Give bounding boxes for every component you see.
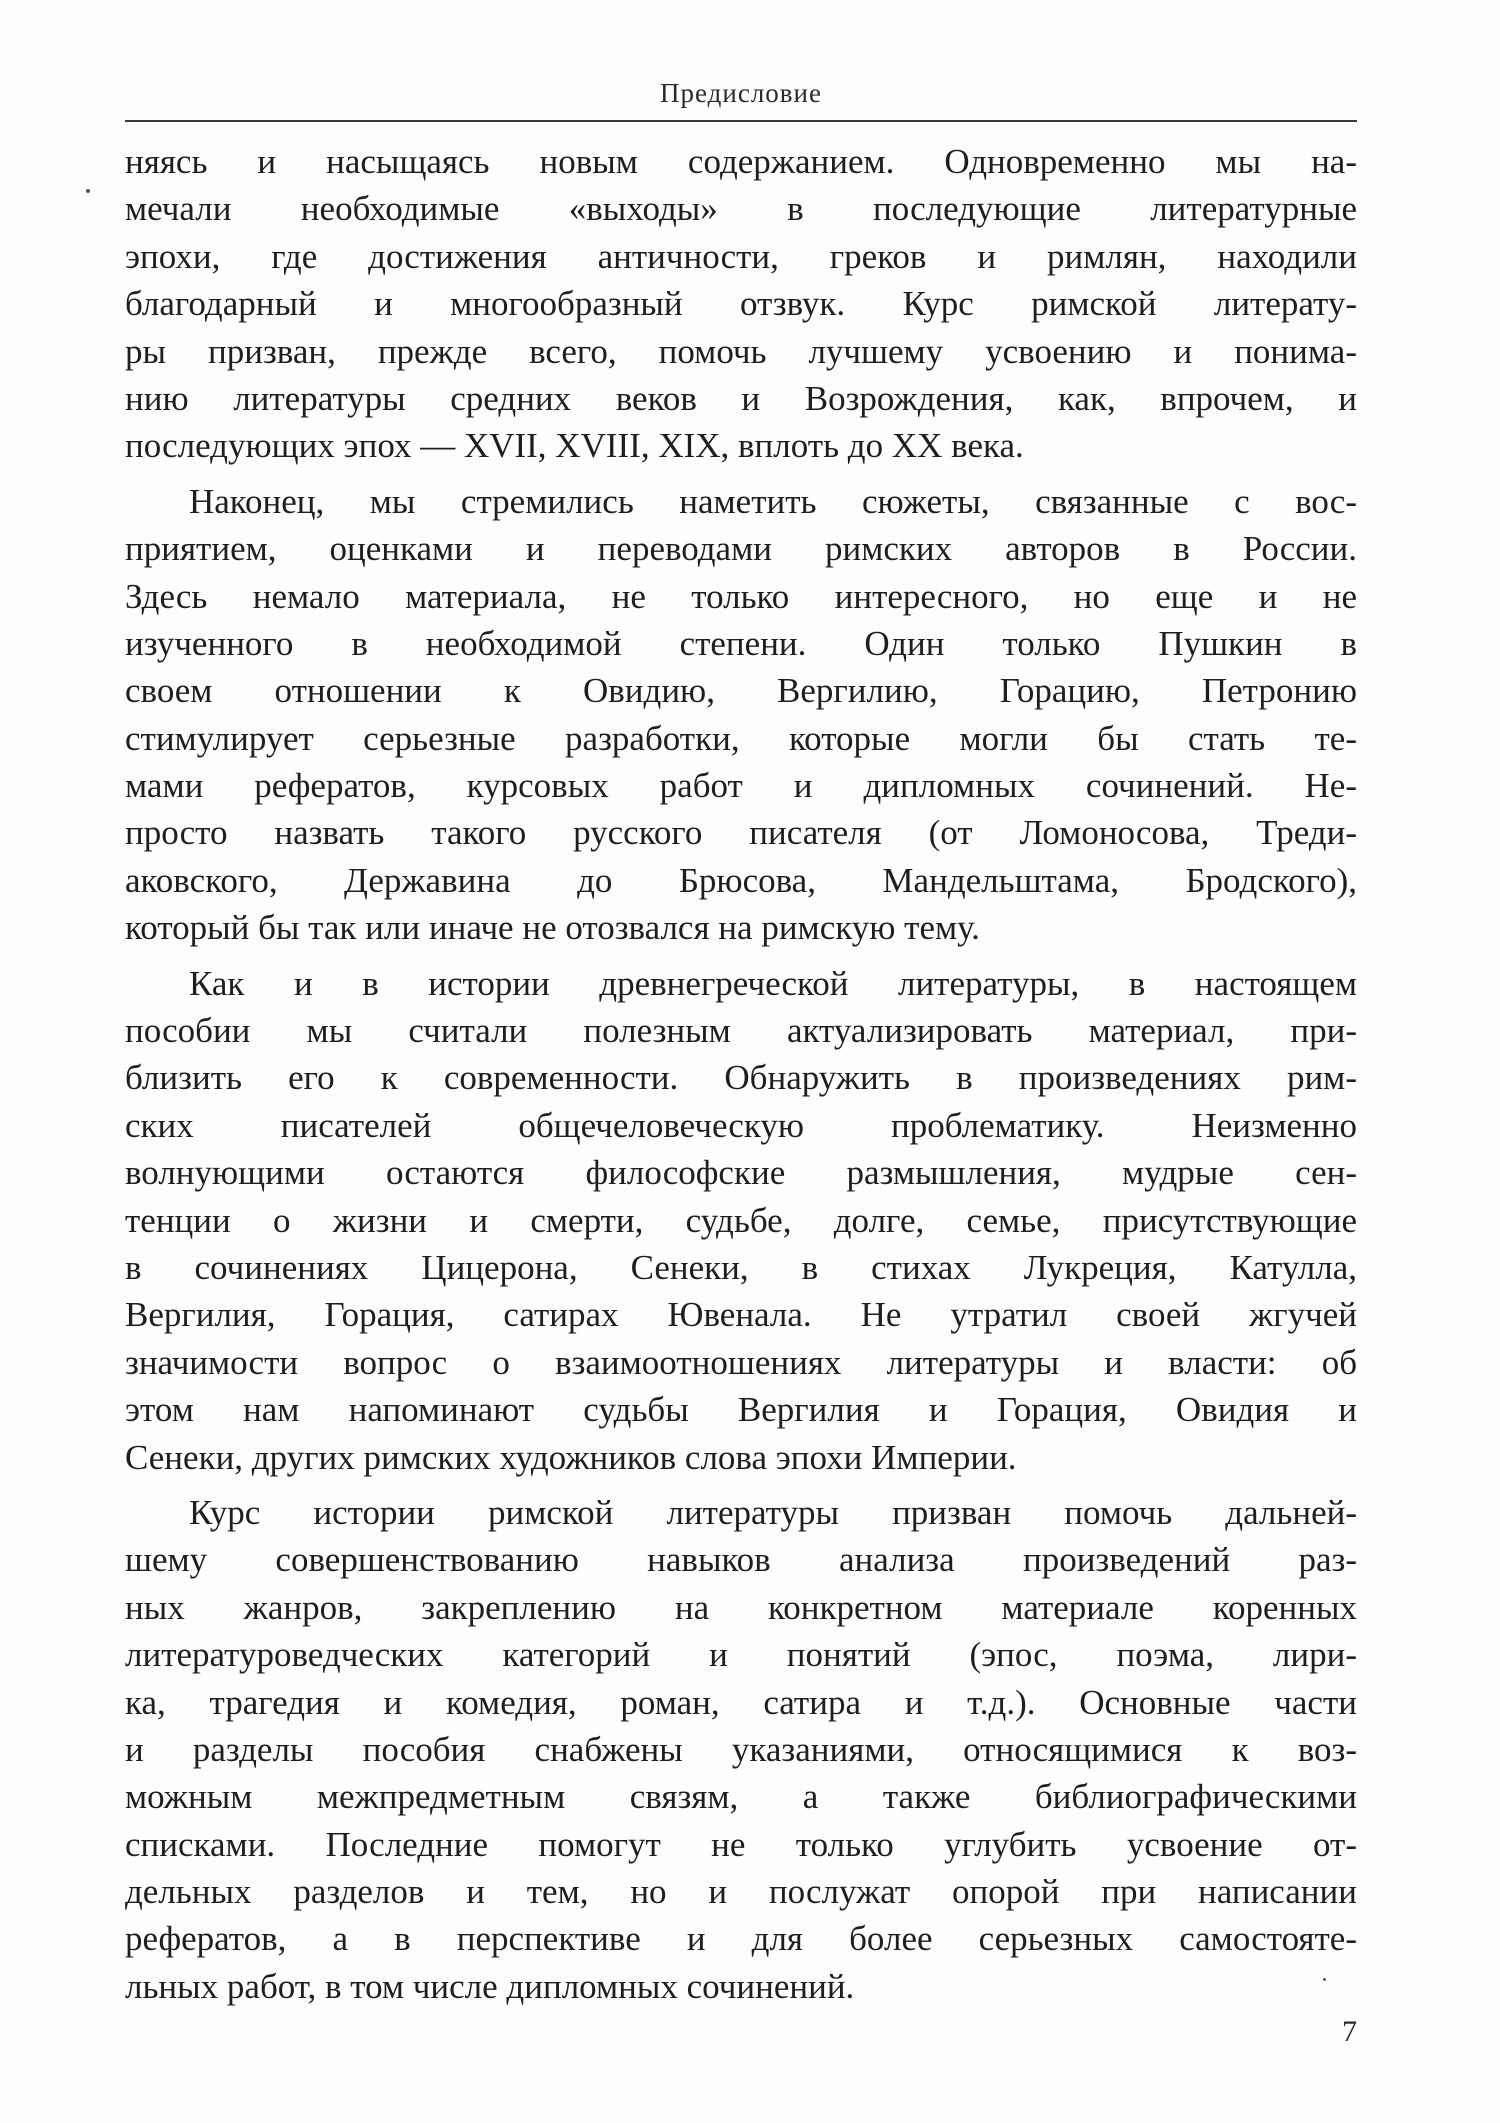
text-line: рефератов, а в перспективе и для более серьезных самостояте- [125,1919,1357,1959]
text-line: близить его к современности. Обнаружить в произведениях рим- [125,1058,1357,1098]
paragraph-2 [125,478,1357,952]
text-line: Курс истории римской литературы призван помочь дальней- [189,1492,1357,1532]
paragraph-1 [125,138,1357,470]
text-line: шему совершенствованию навыков анализа произведений раз- [125,1540,1357,1580]
text-line: мами рефератов, курсовых работ и дипломных сочинений. Не- [125,766,1357,806]
paragraph-3 [125,960,1357,1481]
text-line: благодарный и многообразный отзвук. Курс римской литерату- [125,284,1357,324]
text-line: литературоведческих категорий и понятий (эпос, поэма, лири- [125,1635,1357,1675]
text-line: Как и в истории древнегреческой литературы, в настоящем [189,963,1357,1003]
text-line: ры призван, прежде всего, помочь лучшему усвоению и понима- [125,331,1357,371]
page-number: 7 [1342,2015,1357,2048]
text-line: льных работ, в том числе дипломных сочинений. [125,1966,855,2006]
text-line: пособии мы считали полезным актуализировать материал, при- [125,1011,1357,1051]
text-line: тенции о жизни и смерти, судьбе, долге, семье, присутствующие [125,1200,1357,1240]
text-line: няясь и насыщаясь новым содержанием. Одновременно мы на- [125,142,1357,181]
paragraph-4 [125,1489,1357,2010]
text-line: мечали необходимые «выходы» в последующие литературные [125,189,1357,229]
text-line: Здесь немало материала, не только интересного, но еще и не [125,576,1357,616]
text-line: в сочинениях Цицерона, Сенеки, в стихах Лукреция, Катулла, [125,1247,1357,1287]
paragraph-gap [125,1481,1357,1489]
text-line: волнующими остаются философские размышления, мудрые сен- [125,1153,1357,1193]
text-line: Наконец, мы стремились наметить сюжеты, связанные с вос- [189,481,1357,521]
text-line: этом нам напоминают судьбы Вергилия и Горация, Овидия и [125,1390,1357,1430]
scan-speck-dot [1323,1978,1326,1981]
text-line: нию литературы средних веков и Возрождения, как, впрочем, и [125,378,1357,418]
header-rule [125,120,1357,122]
text-line: эпохи, где достижения античности, греков и римлян, находили [125,236,1357,276]
scan-speck-dot [86,189,90,193]
text-line: своем отношении к Овидию, Вергилию, Горацию, Петронию [125,671,1357,711]
body-text [125,138,1357,2010]
text-line: ка, трагедия и комедия, роман, сатира и т.д.). Основные части [125,1682,1357,1722]
text-line: Вергилия, Горация, сатирах Ювенала. Не утратил своей жгучей [125,1295,1357,1335]
text-line: который бы так или иначе не отозвался на римскую тему. [125,908,980,948]
text-line: дельных разделов и тем, но и послужат опорой при написании [125,1872,1357,1912]
paragraph-gap [125,952,1357,960]
text-line: приятием, оценками и переводами римских авторов в России. [125,529,1357,569]
text-line: ных жанров, закреплению на конкретном материале коренных [125,1587,1357,1627]
paragraph-gap [125,470,1357,478]
text-line: значимости вопрос о взаимоотношениях литературы и власти: об [125,1342,1357,1382]
text-line: ских писателей общечеловеческую проблематику. Неизменно [125,1105,1357,1145]
text-line: можным межпредметным связям, а также библиографическими [125,1777,1357,1817]
running-head: Предисловие [660,78,822,108]
text-line: списками. Последние помогут не только углубить усвоение от- [125,1824,1357,1864]
text-line: стимулирует серьезные разработки, которые могли бы стать те- [125,718,1357,758]
text-line: и разделы пособия снабжены указаниями, относящимися к воз- [125,1729,1357,1769]
text-line: аковского, Державина до Брюсова, Мандельштама, Бродского), [125,860,1357,900]
text-line: изученного в необходимой степени. Один только Пушкин в [125,623,1357,663]
text-line: последующих эпох — XVII, XVIII, XIX, вплоть до XX века. [125,426,1024,466]
text-line: просто назвать такого русского писателя (от Ломоносова, Треди- [125,813,1357,853]
text-line: Сенеки, других римских художников слова эпохи Империи. [125,1437,1017,1477]
